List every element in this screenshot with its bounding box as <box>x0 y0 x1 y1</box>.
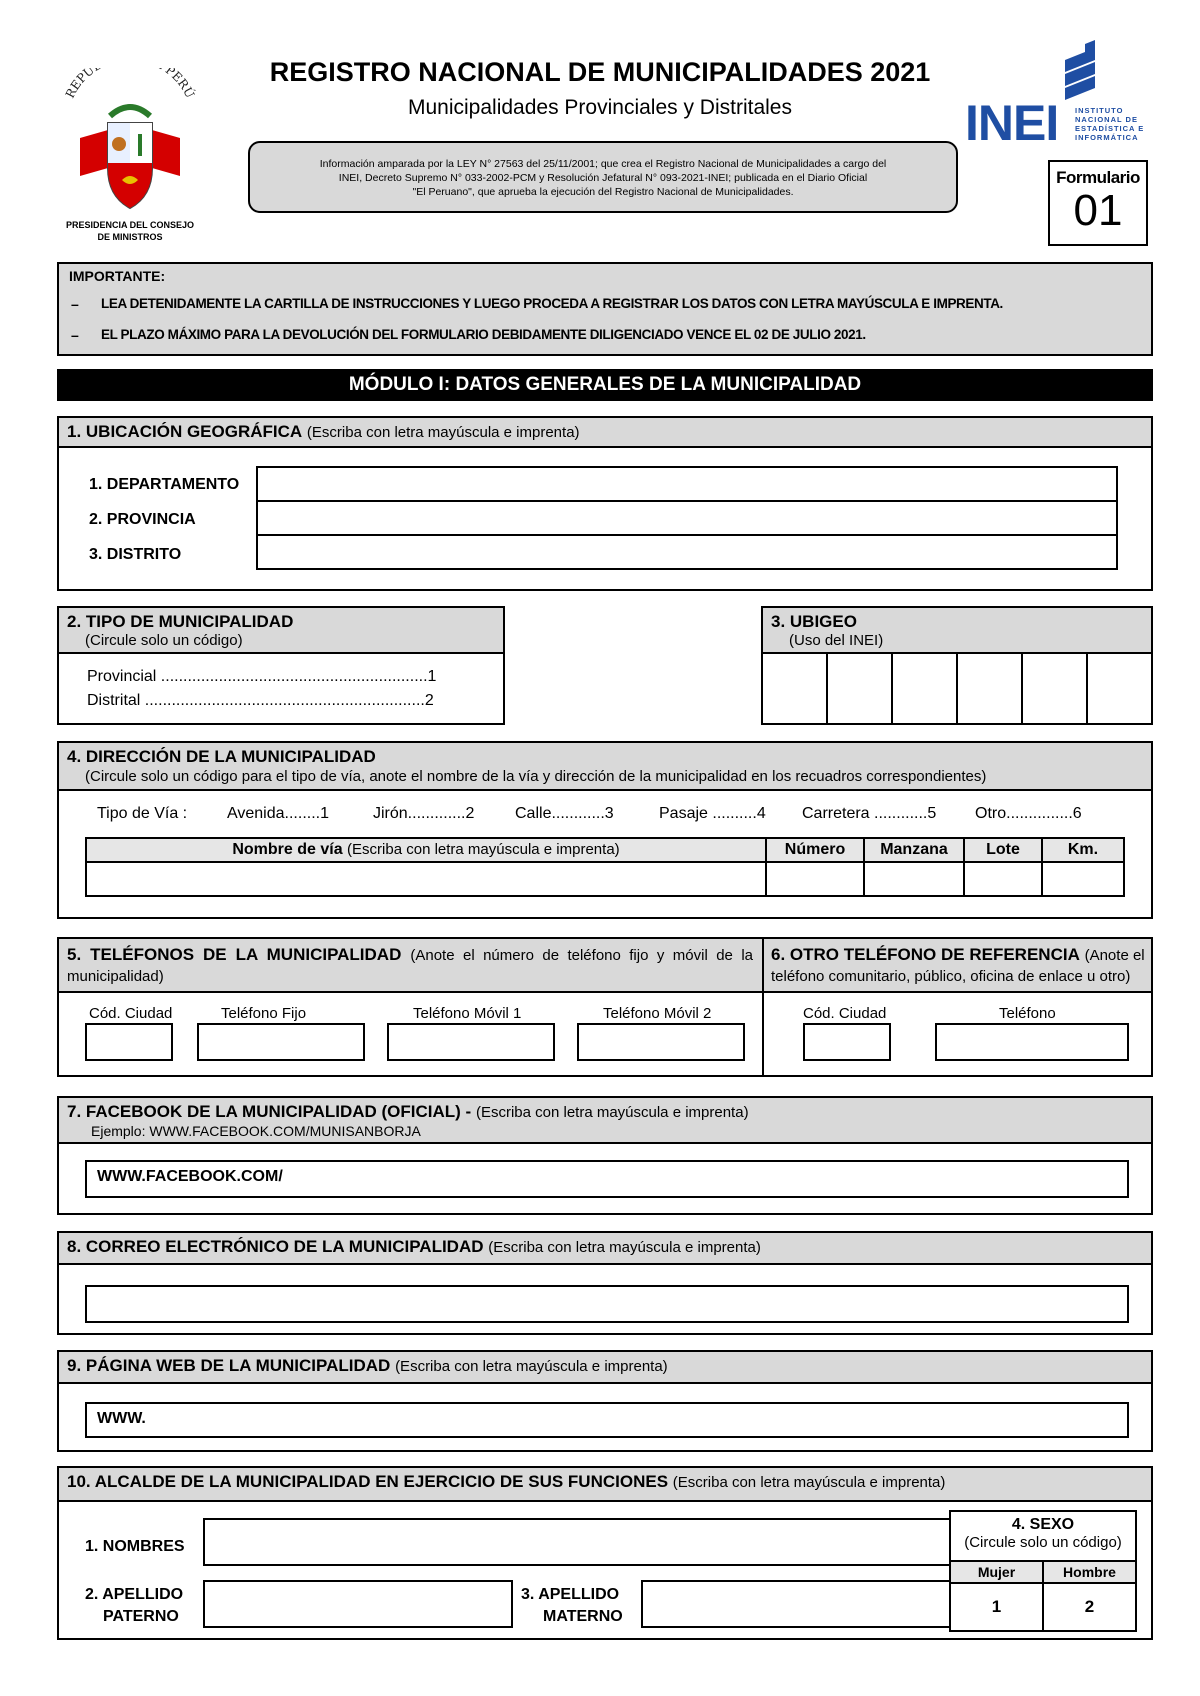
s5-movil1-field[interactable] <box>387 1023 555 1061</box>
col-manzana: Manzana <box>864 838 964 862</box>
important-box <box>57 262 1153 356</box>
section-3-note: (Uso del INEI) <box>789 632 884 649</box>
provincia-field[interactable] <box>256 500 1118 536</box>
apellido-materno-field[interactable] <box>641 1580 981 1628</box>
section-alcalde <box>57 1466 1153 1640</box>
s5-telefono-fijo-field[interactable] <box>197 1023 365 1061</box>
section-5-note: (Anote el número de teléfono fijo y móvil de la municipalidad) <box>67 947 753 985</box>
form-number-box <box>1048 160 1148 246</box>
manzana-field[interactable] <box>864 862 964 896</box>
section-4-note: (Circule solo un código para el tipo de vía, anote el nombre de la vía y dirección de la municipalidad en los recuadros correspondientes) <box>85 768 987 785</box>
logo-caption-line1: PRESIDENCIA DEL CONSEJO <box>65 220 195 230</box>
km-field[interactable] <box>1042 862 1124 896</box>
sexo-hombre-header: Hombre <box>1043 1561 1136 1583</box>
legal-line-2: INEI, Decreto Supremo N° 033-2002-PCM y Resolución Jefatural N° 093-2021-INEI; publicada en el Diario Oficial <box>338 172 868 184</box>
section-7-title: 7. FACEBOOK DE LA MUNICIPALIDAD (OFICIAL) - <box>67 1102 472 1121</box>
ubigeo-cell-1[interactable] <box>763 652 828 723</box>
s5-movil2-label: Teléfono Móvil 2 <box>603 1005 712 1022</box>
peru-coat-of-arms-logo <box>50 68 210 248</box>
logo-caption-line2: DE MINISTROS <box>97 232 163 242</box>
section-5-title: 5. TELÉFONOS DE LA MUNICIPALIDAD <box>67 945 402 964</box>
ubigeo-cell-2[interactable] <box>828 652 893 723</box>
legal-notice-box <box>248 141 958 213</box>
section-direccion <box>57 741 1153 919</box>
section-2-note: (Circule solo un código) <box>85 632 243 649</box>
col-nombre-via-label: Nombre de vía <box>232 841 343 858</box>
section-8-title: 8. CORREO ELECTRÓNICO DE LA MUNICIPALIDAD <box>67 1237 484 1256</box>
inei-tag-3: ESTADÍSTICA E <box>1075 124 1145 133</box>
departamento-label: 1. DEPARTAMENTO <box>89 476 240 493</box>
section-2-title: 2. TIPO DE MUNICIPALIDAD <box>67 612 294 631</box>
ubigeo-cell-3[interactable] <box>893 652 958 723</box>
s5-movil2-field[interactable] <box>577 1023 745 1061</box>
via-calle[interactable]: Calle............3 <box>515 805 614 822</box>
inei-logo <box>965 40 1150 155</box>
col-nombre-via <box>86 838 766 862</box>
apellido-paterno-label-1: 2. APELLIDO <box>85 1586 184 1603</box>
sexo-box <box>949 1510 1137 1632</box>
distrito-label: 3. DISTRITO <box>89 546 182 563</box>
option-provincial[interactable]: Provincial ............................................................1 <box>87 668 437 685</box>
s5-cod-ciudad-field[interactable] <box>85 1023 173 1061</box>
section-1-note: (Escriba con letra mayúscula e imprenta) <box>306 424 580 441</box>
sexo-note: (Circule solo un código) <box>964 1534 1122 1551</box>
via-avenida[interactable]: Avenida........1 <box>227 805 329 822</box>
section-facebook <box>57 1096 1153 1215</box>
via-pasaje[interactable]: Pasaje ..........4 <box>659 805 766 822</box>
sexo-hombre-code[interactable]: 2 <box>1043 1583 1136 1631</box>
section-6-title: 6. OTRO TELÉFONO DE REFERENCIA <box>771 945 1080 964</box>
apellido-materno-label-1: 3. APELLIDO <box>521 1586 620 1603</box>
logo-arc-text: REPÚ PERÚ <box>62 68 198 101</box>
correo-field[interactable] <box>85 1285 1129 1323</box>
facebook-field[interactable] <box>85 1160 1129 1198</box>
form-number: 01 <box>1073 186 1123 235</box>
ubigeo-cell-6[interactable] <box>1088 652 1151 723</box>
s6-cod-ciudad-label: Cód. Ciudad <box>803 1005 887 1022</box>
section-tipo-municipalidad <box>57 606 505 725</box>
module-title: MÓDULO I: DATOS GENERALES DE LA MUNICIPALIDAD <box>57 369 1153 401</box>
section-ubicacion-geografica <box>57 416 1153 591</box>
facebook-prefix: WWW.FACEBOOK.COM/ <box>97 1168 283 1185</box>
pagina-web-prefix: WWW. <box>97 1410 146 1427</box>
section-6-note: (Anote el teléfono comunitario, público, oficina de enlace u otro) <box>771 947 1145 985</box>
s5-telefono-fijo-label: Teléfono Fijo <box>221 1005 307 1022</box>
important-item-2: EL PLAZO MÁXIMO PARA LA DEVOLUCIÓN DEL FORMULARIO DEBIDAMENTE DILIGENCIADO VENCE EL 02 DE JULIO 2021. <box>101 327 866 342</box>
departamento-field[interactable] <box>256 466 1118 502</box>
lote-field[interactable] <box>964 862 1042 896</box>
s5-cod-ciudad-label: Cód. Ciudad <box>89 1005 173 1022</box>
s6-cod-ciudad-field[interactable] <box>803 1023 891 1061</box>
s6-telefono-label: Teléfono <box>999 1005 1056 1022</box>
via-jiron[interactable]: Jirón.............2 <box>373 805 475 822</box>
section-ubigeo <box>761 606 1153 725</box>
apellido-paterno-label-2: PATERNO <box>103 1608 179 1625</box>
ubigeo-cell-5[interactable] <box>1023 652 1088 723</box>
col-km: Km. <box>1042 838 1124 862</box>
svg-text:REPÚBLICA DEL PERÚ <box>63 68 199 100</box>
via-carretera[interactable]: Carretera ............5 <box>802 805 937 822</box>
important-item-1: LEA DETENIDAMENTE LA CARTILLA DE INSTRUCCIONES Y LUEGO PROCEDA A REGISTRAR LOS DATOS CON LETRA MAYÚSCULA E IMPRENTA. <box>101 296 1003 311</box>
distrito-field[interactable] <box>256 534 1118 570</box>
section-9-note: (Escriba con letra mayúscula e imprenta) <box>395 1358 668 1375</box>
nombres-label: 1. NOMBRES <box>85 1538 185 1555</box>
pagina-web-field[interactable] <box>85 1402 1129 1438</box>
section-correo <box>57 1231 1153 1335</box>
section-7-note: (Escriba con letra mayúscula e imprenta) <box>475 1104 749 1121</box>
tipo-via-label: Tipo de Vía : <box>97 805 188 822</box>
section-pagina-web <box>57 1350 1153 1452</box>
section-9-title: 9. PÁGINA WEB DE LA MUNICIPALIDAD <box>67 1356 391 1375</box>
legal-line-3: "El Peruano", que aprueba la ejecución del Registro Nacional de Municipalidades. <box>412 186 794 198</box>
form-number-label: Formulario <box>1056 168 1140 187</box>
dash-1: – <box>71 296 79 312</box>
section-10-note: (Escriba con letra mayúscula e imprenta) <box>672 1474 946 1491</box>
important-title: IMPORTANTE: <box>69 268 166 284</box>
nombres-field[interactable] <box>203 1518 981 1566</box>
s6-telefono-field[interactable] <box>935 1023 1129 1061</box>
option-distrital[interactable]: Distrital ...............................................................2 <box>87 692 434 709</box>
inei-tag-2: NACIONAL DE <box>1075 115 1138 124</box>
section-4-title: 4. DIRECCIÓN DE LA MUNICIPALIDAD <box>67 747 376 766</box>
sexo-mujer-header: Mujer <box>950 1561 1043 1583</box>
col-numero: Número <box>766 838 864 862</box>
sexo-mujer-code[interactable]: 1 <box>950 1583 1043 1631</box>
dash-2: – <box>71 327 79 343</box>
form-title: REGISTRO NACIONAL DE MUNICIPALIDADES 2021 <box>269 57 931 87</box>
col-nombre-via-note: (Escriba con letra mayúscula e imprenta) <box>347 841 620 858</box>
ubigeo-cell-4[interactable] <box>958 652 1023 723</box>
apellido-materno-label-2: MATERNO <box>543 1608 623 1625</box>
section-telefonos <box>57 937 1153 1077</box>
sexo-title: 4. SEXO <box>1011 1516 1075 1533</box>
numero-field[interactable] <box>766 862 864 896</box>
nombre-via-field[interactable] <box>86 862 766 896</box>
col-lote: Lote <box>964 838 1042 862</box>
section-8-note: (Escriba con letra mayúscula e imprenta) <box>488 1239 761 1256</box>
inei-tag-4: INFORMÁTICA <box>1075 133 1139 142</box>
apellido-paterno-field[interactable] <box>203 1580 513 1628</box>
s5-movil1-label: Teléfono Móvil 1 <box>413 1005 522 1022</box>
section-1-title: 1. UBICACIÓN GEOGRÁFICA <box>67 422 303 441</box>
section-10-title: 10. ALCALDE DE LA MUNICIPALIDAD EN EJERCICIO DE SUS FUNCIONES <box>67 1472 669 1491</box>
inei-tag-1: INSTITUTO <box>1075 106 1124 115</box>
via-otro[interactable]: Otro...............6 <box>975 805 1082 822</box>
inei-wordmark: INEI <box>965 95 1059 151</box>
direccion-table <box>85 837 1125 897</box>
form-subtitle: Municipalidades Provinciales y Distritales <box>408 96 792 119</box>
provincia-label: 2. PROVINCIA <box>89 511 196 528</box>
legal-line-1: Información amparada por la LEY N° 27563 del 25/11/2001; que crea el Registro Nacional de Municipalidades a cargo del <box>319 158 887 170</box>
section-7-example: Ejemplo: WWW.FACEBOOK.COM/MUNISANBORJA <box>91 1123 421 1139</box>
section-3-title: 3. UBIGEO <box>771 612 857 631</box>
